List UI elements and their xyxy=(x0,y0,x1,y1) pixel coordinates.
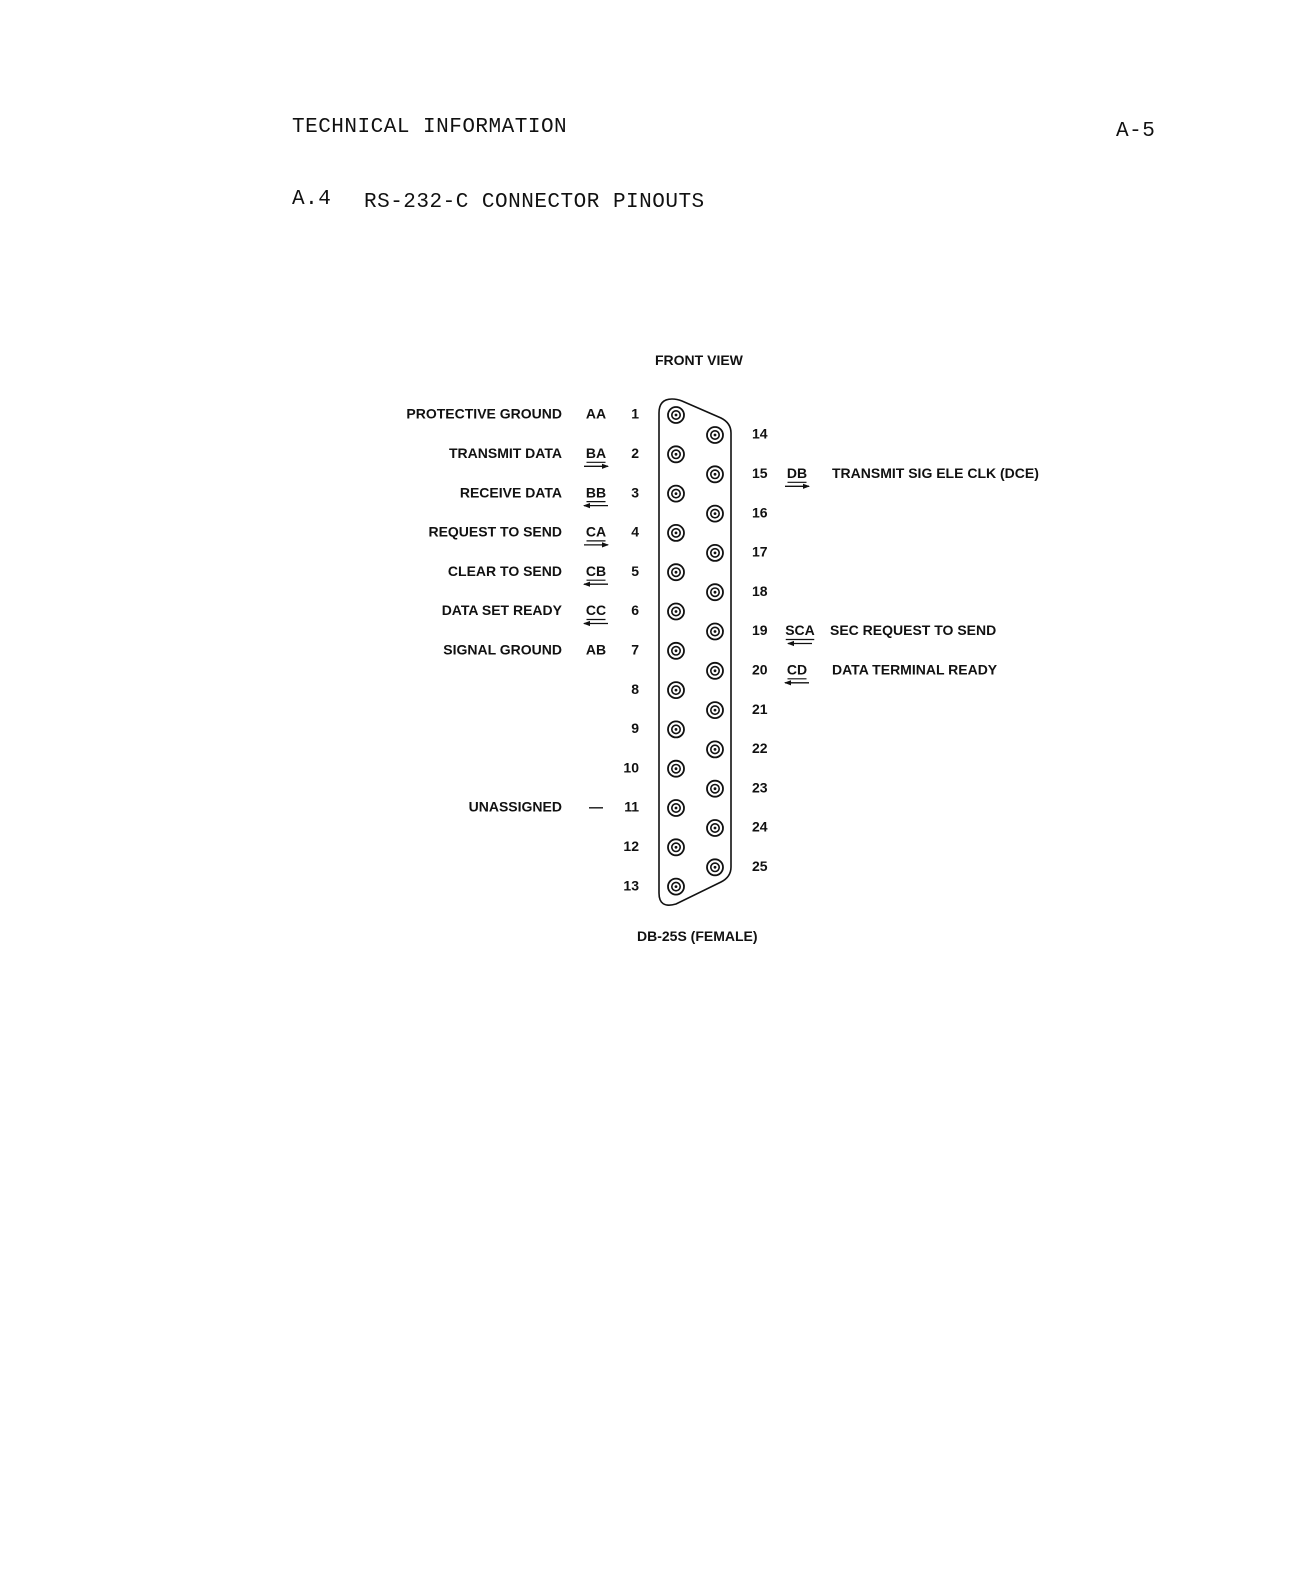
pin-socket-7 xyxy=(668,643,684,659)
signal-name-15: TRANSMIT SIG ELE CLK (DCE) xyxy=(832,465,1039,482)
pin-number-7: 7 xyxy=(631,641,639,658)
pin-number-25: 25 xyxy=(752,858,768,875)
pin-number-21: 21 xyxy=(752,700,768,717)
direction-arrow-19 xyxy=(787,641,812,646)
pin-socket-21 xyxy=(707,702,723,718)
pin-socket-1 xyxy=(668,407,684,423)
signal-name-11: UNASSIGNED xyxy=(468,798,562,815)
circuit-code-4: CA xyxy=(585,523,607,540)
pin-number-10: 10 xyxy=(623,759,639,776)
pin-socket-3 xyxy=(668,486,684,502)
pin-number-11: 11 xyxy=(624,798,639,815)
pin-socket-11 xyxy=(668,800,684,816)
pin-socket-24 xyxy=(707,820,723,836)
pin-number-24: 24 xyxy=(752,818,768,835)
pin-number-2: 2 xyxy=(631,445,639,462)
circuit-code-19: SCA xyxy=(785,622,815,639)
pin-socket-6 xyxy=(668,604,684,620)
section-number: A.4 xyxy=(292,188,332,211)
pin-socket-13 xyxy=(668,879,684,895)
section-title: RS-232-C CONNECTOR PINOUTS xyxy=(364,191,705,214)
signal-name-4: REQUEST TO SEND xyxy=(428,523,562,540)
direction-arrow-5 xyxy=(583,582,608,587)
pin-number-13: 13 xyxy=(623,877,639,894)
pin-number-22: 22 xyxy=(752,740,768,757)
circuit-code-20: CD xyxy=(786,661,808,678)
circuit-code-2: BA xyxy=(585,445,607,462)
direction-arrow-15 xyxy=(785,484,810,489)
pin-number-1: 1 xyxy=(631,405,639,422)
pin-number-14: 14 xyxy=(752,425,768,442)
pin-socket-20 xyxy=(707,663,723,679)
connector-shell-outline xyxy=(659,399,731,905)
pin-number-9: 9 xyxy=(631,720,639,737)
direction-arrow-20 xyxy=(784,680,809,685)
front-view-label: FRONT VIEW xyxy=(655,352,743,368)
pin-number-17: 17 xyxy=(752,543,768,560)
pin-socket-14 xyxy=(707,427,723,443)
pin-number-20: 20 xyxy=(752,661,768,678)
circuit-code-6: CC xyxy=(585,602,607,619)
circuit-code-3: BB xyxy=(585,484,607,501)
circuit-code-15: DB xyxy=(786,465,808,482)
pin-number-12: 12 xyxy=(623,838,639,855)
pin-socket-12 xyxy=(668,839,684,855)
circuit-code-5: CB xyxy=(585,562,607,579)
direction-arrow-3 xyxy=(583,503,608,508)
signal-name-7: SIGNAL GROUND xyxy=(443,641,562,658)
pin-number-18: 18 xyxy=(752,582,768,599)
pin-socket-19 xyxy=(707,624,723,640)
signal-name-5: CLEAR TO SEND xyxy=(447,562,562,579)
pin-socket-5 xyxy=(668,564,684,580)
pin-socket-23 xyxy=(707,781,723,797)
pin-number-23: 23 xyxy=(752,779,768,796)
pin-socket-9 xyxy=(668,721,684,737)
direction-arrow-6 xyxy=(583,621,608,626)
circuit-code-1: AA xyxy=(585,405,607,422)
signal-name-1: PROTECTIVE GROUND xyxy=(406,405,562,422)
pin-socket-16 xyxy=(707,506,723,522)
pin-number-8: 8 xyxy=(631,680,639,697)
pin-socket-4 xyxy=(668,525,684,541)
direction-arrow-2 xyxy=(584,464,609,469)
pin-number-4: 4 xyxy=(631,523,639,540)
signal-name-2: TRANSMIT DATA xyxy=(448,445,562,462)
pin-socket-22 xyxy=(707,741,723,757)
pin-socket-15 xyxy=(707,466,723,482)
pin-number-19: 19 xyxy=(752,622,768,639)
page-number: A-5 xyxy=(1116,120,1156,143)
pin-socket-10 xyxy=(668,761,684,777)
pin-socket-17 xyxy=(707,545,723,561)
connector-caption: DB-25S (FEMALE) xyxy=(637,928,758,944)
signal-name-3: RECEIVE DATA xyxy=(459,484,562,501)
pin-socket-2 xyxy=(668,446,684,462)
signal-name-20: DATA TERMINAL READY xyxy=(832,661,998,678)
running-header-title: TECHNICAL INFORMATION xyxy=(292,116,568,139)
pin-number-3: 3 xyxy=(631,484,639,501)
circuit-code-7: AB xyxy=(585,641,607,658)
pin-number-5: 5 xyxy=(631,562,639,579)
circuit-code-11: — xyxy=(589,798,603,815)
signal-name-19: SEC REQUEST TO SEND xyxy=(830,622,997,639)
pin-number-16: 16 xyxy=(752,504,768,521)
direction-arrow-4 xyxy=(584,542,609,547)
pin-socket-18 xyxy=(707,584,723,600)
signal-name-6: DATA SET READY xyxy=(441,602,562,619)
pin-number-15: 15 xyxy=(752,465,768,482)
pin-socket-8 xyxy=(668,682,684,698)
pin-number-6: 6 xyxy=(631,602,639,619)
pin-socket-25 xyxy=(707,859,723,875)
